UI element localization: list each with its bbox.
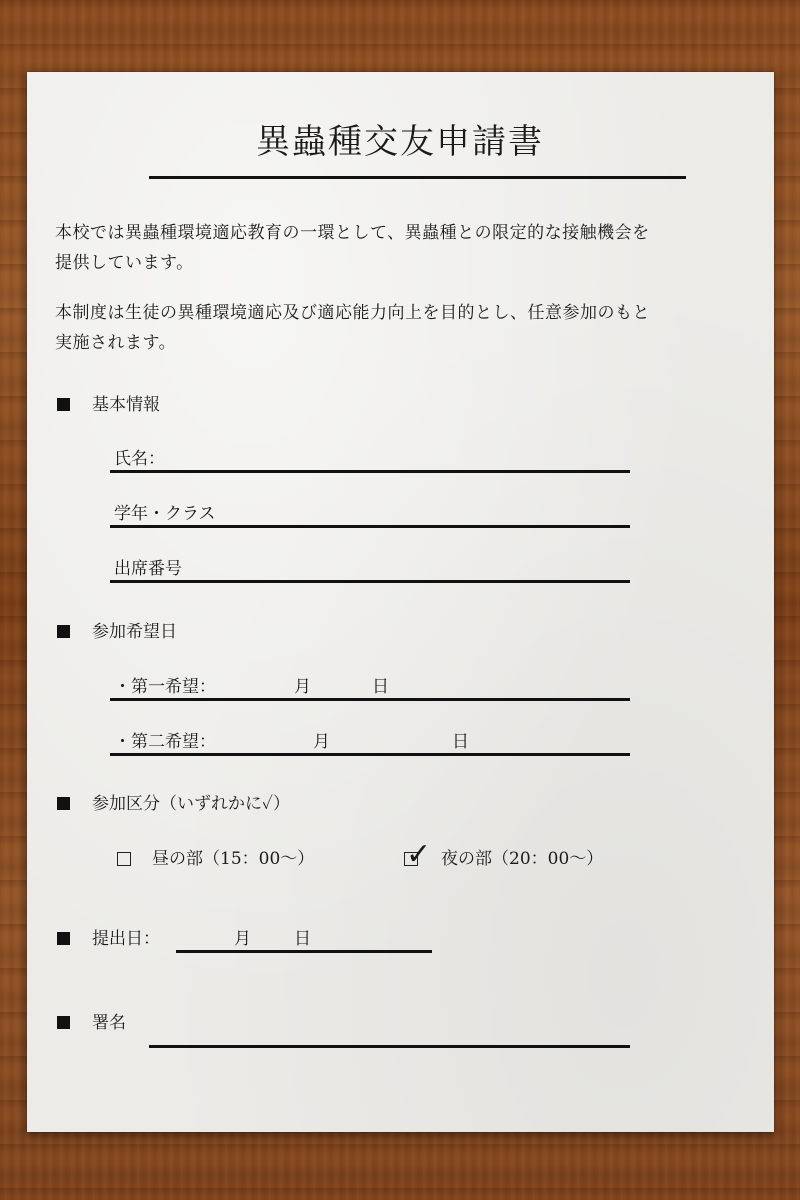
intro-paragraph-1-line-2: 提供しています。 xyxy=(55,253,194,273)
section-bullet-icon xyxy=(57,1016,70,1029)
grade-class-field-line[interactable] xyxy=(110,525,630,528)
first-choice-month-label: 月 xyxy=(294,677,311,697)
intro-paragraph-2-line-2: 実施されます。 xyxy=(55,333,177,353)
second-choice-month-label: 月 xyxy=(313,732,330,752)
section-submission-date xyxy=(57,927,160,951)
intro-paragraph-1-line-1: 本校では異蟲種環境適応教育の一環として、異蟲種との限定的な接触機会を xyxy=(55,223,650,243)
section-signature xyxy=(57,1011,126,1035)
intro-paragraph-1 xyxy=(55,218,755,278)
intro-paragraph-2-line-1: 本制度は生徒の異種環境適応及び適応能力向上を目的とし、任意参加のもと xyxy=(55,303,650,323)
section-bullet-icon xyxy=(57,398,70,411)
signature-field-line[interactable] xyxy=(149,1045,630,1048)
second-choice-field-line[interactable] xyxy=(110,753,630,756)
submission-month-label: 月 xyxy=(234,929,251,949)
second-choice-label: ・第二希望： xyxy=(114,732,216,752)
submission-date-field-line[interactable] xyxy=(176,950,432,953)
seat-number-label: 出席番号 xyxy=(114,559,182,579)
submission-date-label: 提出日： xyxy=(92,929,160,949)
name-field-line[interactable] xyxy=(110,470,630,473)
section-bullet-icon xyxy=(57,797,70,810)
signature-heading: 署名 xyxy=(92,1013,126,1033)
submission-day-label: 日 xyxy=(294,929,311,949)
first-choice-day-label: 日 xyxy=(372,677,389,697)
intro-paragraph-2 xyxy=(55,298,755,358)
section-category-heading: 参加区分（いずれかに✓） xyxy=(92,794,290,814)
night-option-label: 夜の部（20：00〜） xyxy=(441,849,604,869)
page-title: 異蟲種交友申請書 xyxy=(256,122,544,162)
seat-number-field-line[interactable] xyxy=(110,580,630,583)
first-choice-label: ・第一希望： xyxy=(114,677,216,697)
title-underline xyxy=(149,176,686,179)
section-basic-info xyxy=(57,393,160,417)
checkmark-icon: ✓ xyxy=(406,837,432,872)
section-basic-info-heading: 基本情報 xyxy=(92,395,160,415)
daytime-option-label: 昼の部（15：00〜） xyxy=(152,849,315,869)
name-label: 氏名： xyxy=(114,449,165,469)
first-choice-field-line[interactable] xyxy=(110,698,630,701)
section-category xyxy=(57,792,290,816)
section-bullet-icon xyxy=(57,932,70,945)
daytime-checkbox[interactable] xyxy=(117,852,131,866)
section-preferred-date xyxy=(57,620,177,644)
second-choice-day-label: 日 xyxy=(452,732,469,752)
grade-class-label: 学年・クラス xyxy=(114,504,216,524)
section-preferred-date-heading: 参加希望日 xyxy=(92,622,177,642)
section-bullet-icon xyxy=(57,625,70,638)
